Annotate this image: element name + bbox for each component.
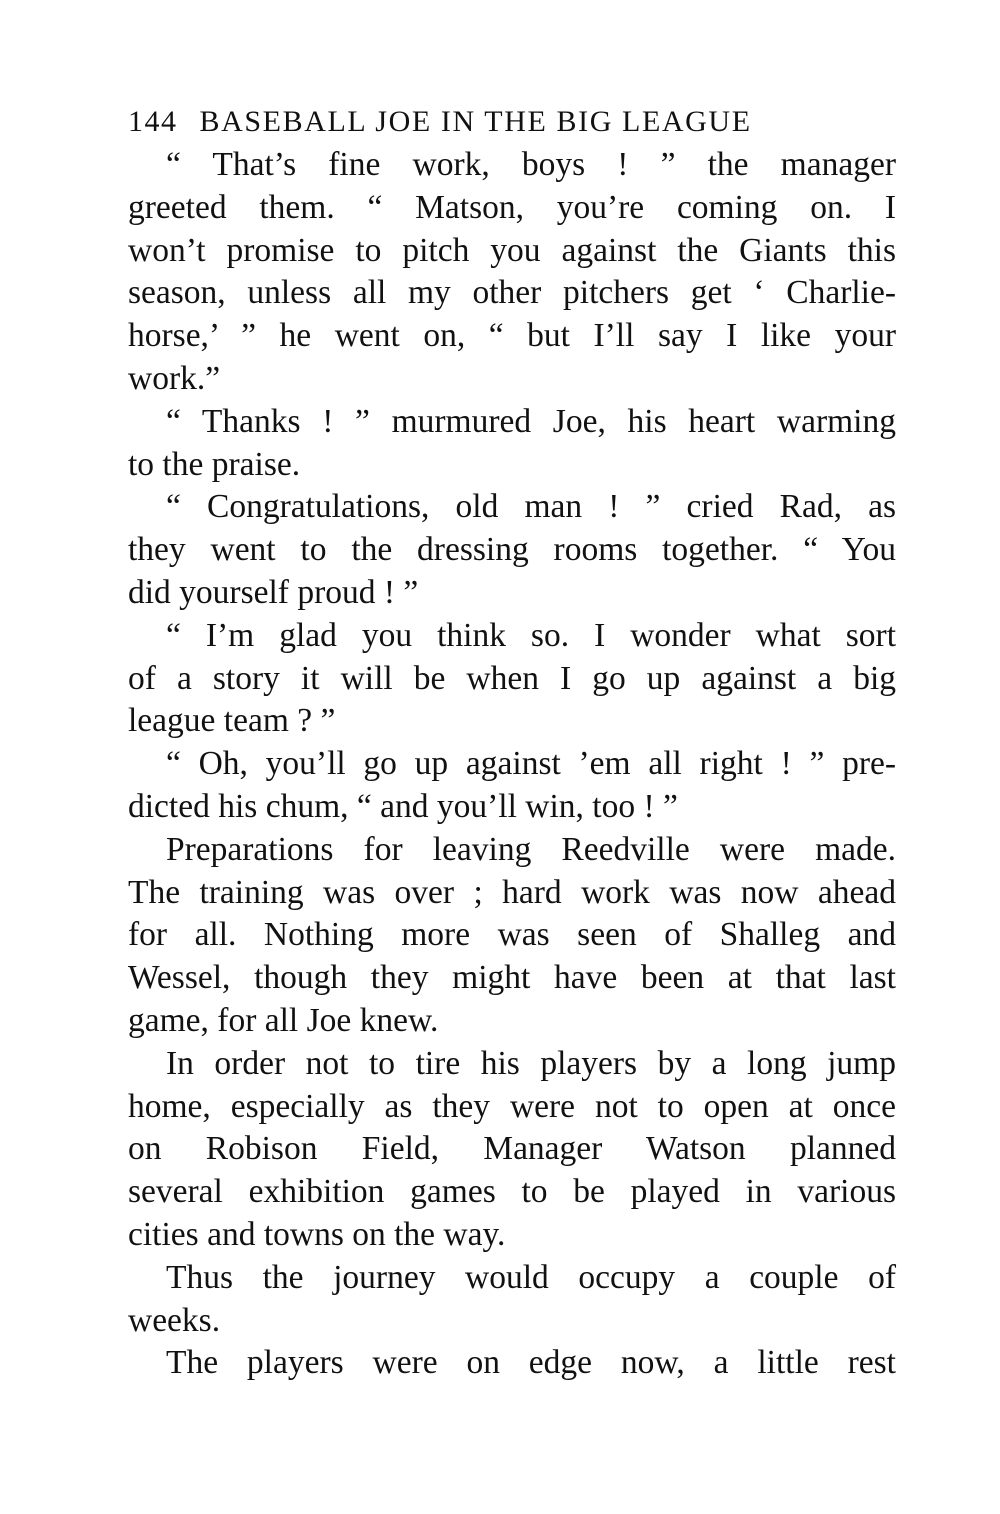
text-line: on Robison Field, Manager Watson planned xyxy=(128,1130,896,1168)
text-line: “ Congratulations, old man ! ” cried Rad, as xyxy=(166,488,896,526)
running-head xyxy=(128,100,896,144)
text-line: “ Oh, you’ll go up against ’em all right ! ” pre- xyxy=(166,745,896,783)
text-line: league team ? ” xyxy=(128,702,336,740)
text-line: work.” xyxy=(128,359,221,397)
text-line: The players were on edge now, a little rest xyxy=(166,1344,896,1382)
text-line: “ I’m glad you think so. I wonder what sort xyxy=(166,616,896,654)
page-number: 144 xyxy=(128,105,178,138)
text-line: greeted them. “ Matson, you’re coming on. I xyxy=(128,188,896,226)
text-line: of a story it will be when I go up against a big xyxy=(128,659,896,697)
text-line: horse,’ ” he went on, “ but I’ll say I like your xyxy=(128,317,896,355)
text-line: won’t promise to pitch you against the Giants this xyxy=(128,231,896,269)
text-line: did yourself proud ! ” xyxy=(128,573,419,611)
running-title: BASEBALL JOE IN THE BIG LEAGUE xyxy=(199,105,752,138)
text-line: weeks. xyxy=(128,1301,221,1339)
text-line: “ That’s fine work, boys ! ” the manager xyxy=(166,146,896,183)
text-line: Preparations for leaving Reedville were made. xyxy=(166,830,896,868)
text-line: dicted his chum, “ and you’ll win, too ! ” xyxy=(128,787,678,825)
text-line: “ Thanks ! ” murmured Joe, his heart warming xyxy=(166,402,896,440)
text-line: Thus the journey would occupy a couple of xyxy=(166,1258,896,1296)
text-line: cities and towns on the way. xyxy=(128,1215,506,1253)
body-text xyxy=(128,144,896,1385)
text-line: they went to the dressing rooms together. “ You xyxy=(128,531,896,569)
text-line: season, unless all my other pitchers get ‘ Charlie- xyxy=(128,274,896,312)
text-line: to the praise. xyxy=(128,445,301,483)
text-line: several exhibition games to be played in various xyxy=(128,1173,896,1211)
text-line: game, for all Joe knew. xyxy=(128,1001,439,1039)
book-page xyxy=(128,100,896,1385)
text-line: The training was over ; hard work was now ahead xyxy=(128,873,896,911)
text-line: In order not to tire his players by a long jump xyxy=(166,1044,896,1082)
text-line: home, especially as they were not to open at once xyxy=(128,1087,896,1125)
text-line: Wessel, though they might have been at that last xyxy=(128,959,896,997)
text-line: for all. Nothing more was seen of Shalleg and xyxy=(128,916,896,954)
